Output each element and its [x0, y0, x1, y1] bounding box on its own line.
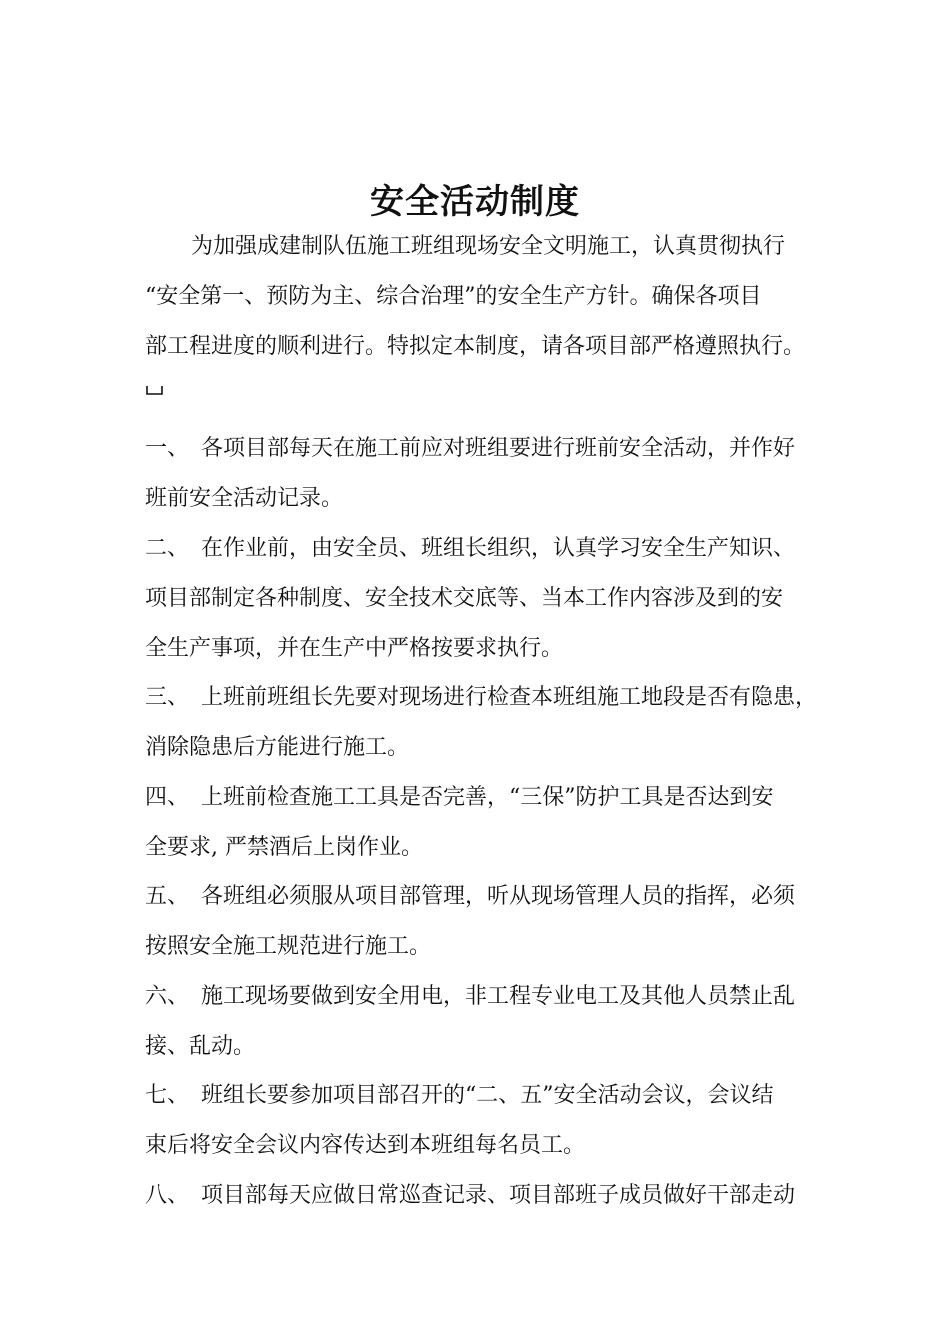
item-text: 班前安全活动记录。 [145, 486, 344, 511]
intro-line: “安全第一、预防为主、综合治理”的安全生产方针。确保各项目 [145, 284, 762, 309]
list-item [145, 524, 810, 674]
item-text: 各班组必须服从项目部管理，听从现场管理人员的指挥，必须 [201, 884, 796, 909]
item-number: 二、 [145, 536, 190, 561]
item-text: 全生产事项，并在生产中严格按要求执行。 [145, 636, 564, 661]
item-text: 各项目部每天在施工前应对班组要进行班前安全活动，并作好 [201, 436, 796, 461]
list-item [145, 773, 810, 873]
item-text: 上班前班组长先要对现场进行检查本班组施工地段是否有隐患， [201, 685, 818, 710]
list-item [145, 972, 810, 1072]
item-text: 束后将安全会议内容传达到本班组每名员工。 [145, 1133, 586, 1158]
document-title: 安全活动制度 [370, 182, 580, 222]
intro-line: 为加强成建制队伍施工班组现场安全文明施工，认真贯彻执行 [191, 234, 786, 259]
item-number: 一、 [145, 436, 190, 461]
item-number: 三、 [145, 685, 190, 710]
item-text: 上班前检查施工工具是否完善，“三保”防护工具是否达到安 [201, 785, 774, 810]
item-text: 接、乱动。 [145, 1034, 256, 1059]
intro-paragraph [145, 222, 810, 372]
item-number: 八、 [145, 1183, 190, 1208]
item-text: 按照安全施工规范进行施工。 [145, 934, 432, 959]
item-text: 消除隐患后方能进行施工。 [145, 735, 410, 760]
item-number: 四、 [145, 785, 190, 810]
list-item [145, 872, 810, 972]
list-item [145, 1171, 810, 1221]
paragraph-mark-icon [146, 385, 163, 395]
item-text: 项目部每天应做日常巡查记录、项目部班子成员做好干部走动 [201, 1183, 796, 1208]
item-number: 五、 [145, 884, 190, 909]
list-item [145, 1071, 810, 1171]
intro-line: 部工程进度的顺利进行。特拟定本制度，请各项目部严格遵照执行。 [145, 334, 806, 359]
list-item [145, 424, 810, 524]
item-number: 七、 [145, 1083, 190, 1108]
item-text: 项目部制定各种制度、安全技术交底等、当本工作内容涉及到的安 [145, 586, 784, 611]
item-text: 在作业前，由安全员、班组长组织，认真学习安全生产知识、 [201, 536, 796, 561]
item-text: 施工现场要做到安全用电，非工程专业电工及其他人员禁止乱 [201, 984, 796, 1009]
list-item [145, 673, 818, 773]
item-text: 全要求, 严禁酒后上岗作业。 [145, 835, 423, 860]
item-text: 班组长要参加项目部召开的“二、五”安全活动会议，会议结 [201, 1083, 774, 1108]
item-number: 六、 [145, 984, 190, 1009]
